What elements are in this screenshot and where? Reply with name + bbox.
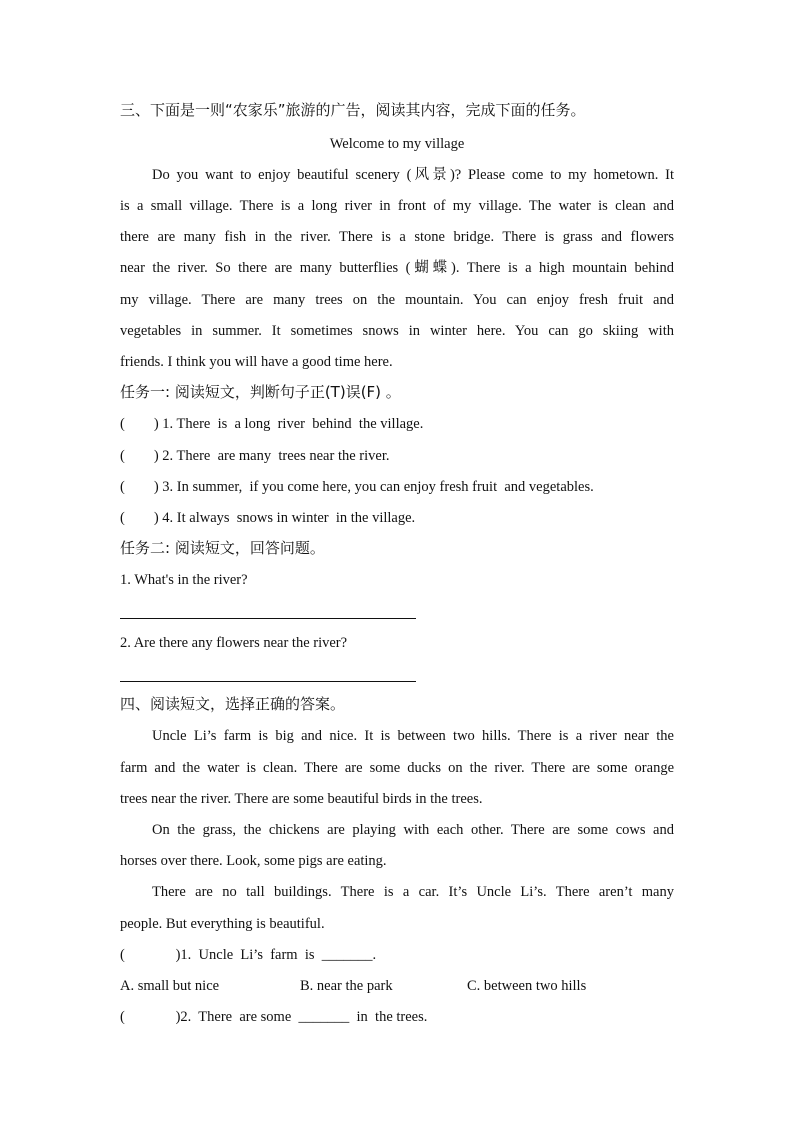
question-text: 1. What's in the river? bbox=[120, 572, 248, 588]
true-false-item[interactable]: ( ) 1. There is a long river behind the village. bbox=[120, 416, 424, 432]
option-a[interactable]: A. small but nice bbox=[120, 978, 220, 994]
question-text: 2. Are there any flowers near the river? bbox=[120, 635, 348, 651]
section4-heading: 四、阅读短文，选择正确的答案。 bbox=[120, 695, 346, 713]
choice-options bbox=[120, 976, 674, 996]
passage-line: farm and the water is clean. There are some ducks on the river. There are some orange bbox=[120, 760, 674, 776]
passage-line: people. But everything is beautiful. bbox=[120, 916, 325, 932]
passage-title: Welcome to my village bbox=[329, 136, 465, 152]
passage-line: my village. There are many trees on the mountain. You can enjoy fresh fruit and bbox=[120, 292, 674, 308]
true-false-item[interactable]: ( ) 4. It always snows in winter in the village. bbox=[120, 510, 416, 526]
option-b[interactable]: B. near the park bbox=[300, 978, 393, 994]
passage-line: vegetables in summer. It sometimes snows in winter here. You can go skiing with bbox=[120, 323, 674, 339]
choice-question[interactable]: ( )2. There are some _______ in the trees. bbox=[120, 1009, 428, 1025]
answer-line[interactable] bbox=[120, 681, 416, 682]
task1-heading: 任务一: 阅读短文，判断句子正(T)误(F) 。 bbox=[120, 383, 401, 401]
passage-line: near the river. So there are many butterflies (蝴蝶). There is a high mountain behind bbox=[120, 260, 674, 276]
passage-line: There are no tall buildings. There is a car. It’s Uncle Li’s. There aren’t many bbox=[152, 884, 674, 900]
option-c[interactable]: C. between two hills bbox=[467, 978, 587, 994]
passage-line: On the grass, the chickens are playing with each other. There are some cows and bbox=[152, 822, 674, 838]
passage-line: is a small village. There is a long river in front of my village. The water is clean and bbox=[120, 198, 674, 214]
true-false-item[interactable]: ( ) 3. In summer, if you come here, you can enjoy fresh fruit and vegetables. bbox=[120, 479, 594, 495]
task2-heading: 任务二: 阅读短文，回答问题。 bbox=[120, 539, 325, 557]
true-false-item[interactable]: ( ) 2. There are many trees near the river. bbox=[120, 448, 390, 464]
passage-line: there are many fish in the river. There is a stone bridge. There is grass and flowers bbox=[120, 229, 674, 245]
answer-line[interactable] bbox=[120, 618, 416, 619]
passage-line: trees near the river. There are some beautiful birds in the trees. bbox=[120, 791, 483, 807]
choice-question[interactable]: ( )1. Uncle Li’s farm is _______. bbox=[120, 947, 377, 963]
passage-line: horses over there. Look, some pigs are eating. bbox=[120, 853, 387, 869]
section3-heading: 三、下面是一则“农家乐”旅游的广告，阅读其内容，完成下面的任务。 bbox=[120, 101, 586, 119]
passage-line: friends. I think you will have a good time here. bbox=[120, 354, 393, 370]
passage-line: Do you want to enjoy beautiful scenery (风景)? Please come to my hometown. It bbox=[152, 167, 674, 183]
passage-line: Uncle Li’s farm is big and nice. It is between two hills. There is a river near the bbox=[152, 728, 674, 744]
